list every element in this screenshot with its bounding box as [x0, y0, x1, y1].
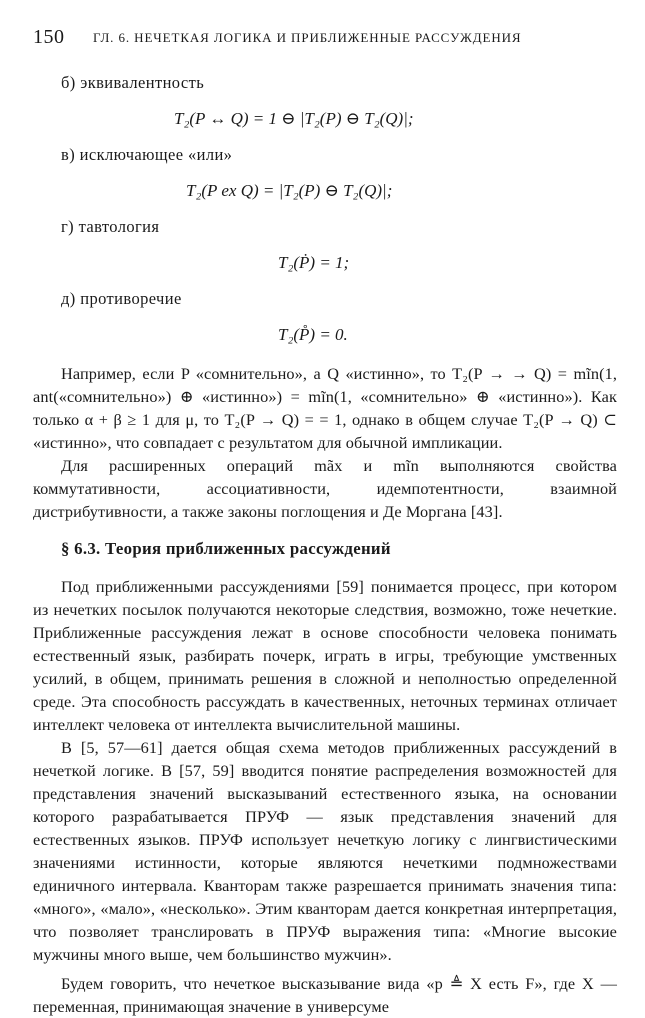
page-number: 150 [33, 26, 65, 48]
section-title: § 6.3. Теория приближенных рассуждений [61, 539, 391, 558]
paragraph-intro: Под приближенными рассуждениями [59] понимается процесс, при котором из нечетких посылок получаются некоторые следствия, возможно, тоже нечеткие. Приближенные рассуждения лежат в основе способности человека понимать естественный язык, разбирать почерк, играть в игры, требующие умственных усилий, в общем, принимать решения в сложной и неполностью определенной среде. Эта способность рассуждать в качественных, неточных терминах отличает интеллект человека от интеллекта вычислительной машины. [33, 577, 617, 734]
formula-contradiction: T₂(P̊) = 0. [278, 325, 348, 344]
list-item-label: д) противоречие [61, 289, 182, 308]
paragraph-pruf: В [5, 57—61] дается общая схема методов приближенных рассуждений в нечеткой логике. В [57, 59] вводится понятие распределения возможностей для представления значений высказываний естественного языка, на основании которого разрабатывается ПРУФ — язык представления значений для естественных языков. ПРУФ использует нечеткую логику с лингвистическими значениями истинности, которые являются нечеткими подмножествами единичного интервала. Кванторам также разрешается принимать значения типа: «много», «мало», «несколько». Этим кванторам дается конкретная интерпретация, что позволяет транслировать в ПРУФ выражения типа: «Многие высокие мужчины много выше, чем большинство мужчин». [33, 738, 617, 964]
formula-equivalence: T₂(P ↔ Q) = 1 ⊖ |T₂(P) ⊖ T₂(Q)|; [174, 109, 414, 128]
formula-tautology: T₂(Ṗ) = 1; [278, 253, 350, 272]
formula-exclusive-or: T₂(P ex Q) = |T₂(P) ⊖ T₂(Q)|; [186, 181, 393, 200]
list-item-label: г) тавтология [61, 217, 160, 236]
paragraph-last: Будем говорить, что нечеткое высказывание вида «p ≜ X есть F», где X — переменная, принимающая значение в универсуме [33, 974, 617, 1016]
page-body [33, 68, 617, 1018]
list-item-label: в) исключающее «или» [61, 145, 233, 164]
list-item-label: б) эквивалентность [61, 73, 205, 92]
paragraph-example: Например, если P «сомнительно», а Q «истинно», то T₂(P → → Q) = mĩn(1, ant(«сомнительно») ⊕ «истинно») = mĩn(1, «сомнительно» ⊕ «истинно»). Как только α + β ≥ 1 для μ, то T₂(P → Q) = = 1, однако в общем случае T₂(P → Q) ⊂ «истинно», что совпадает с результатом для обычной импликации. [33, 364, 617, 452]
paragraph-properties: Для расширенных операций mãx и mĩn выполняются свойства коммутативности, ассоциативности, идемпотентности, взаимной дистрибутивности, а также законы поглощения и Де Моргана [43]. [33, 456, 617, 521]
page-header [33, 26, 617, 52]
running-title: ГЛ. 6. НЕЧЕТКАЯ ЛОГИКА И ПРИБЛИЖЕННЫЕ РАССУЖДЕНИЯ [93, 30, 522, 45]
